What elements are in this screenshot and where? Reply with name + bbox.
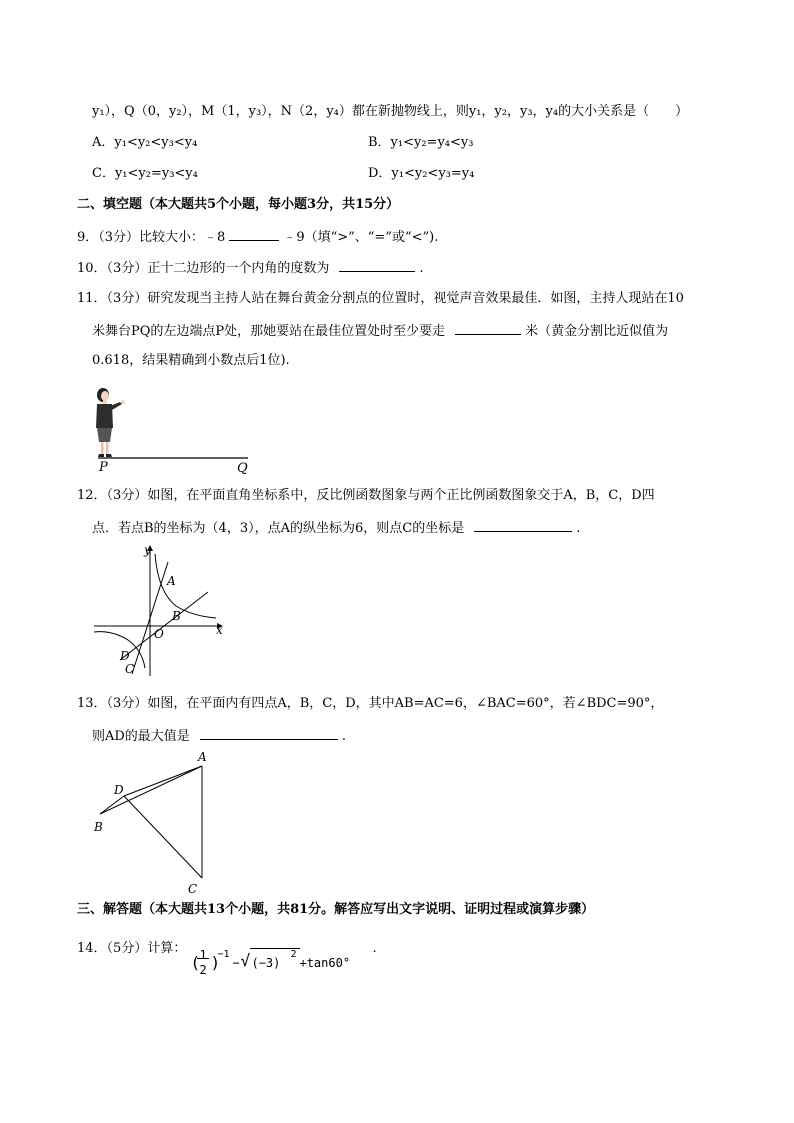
label-c: C — [188, 882, 198, 896]
label-d: D — [114, 783, 124, 797]
q8-stem-tail: y₁），Q（0，y₂），M（1，y₃），N（2，y₄）都在新抛物线上，则y₁，y₂，y₃，y₄的大小关系是（ ） — [92, 104, 689, 119]
q13-geometry-figure — [88, 746, 218, 898]
minus-sign: − — [232, 956, 240, 970]
q13-line-2-suffix: . — [341, 729, 346, 744]
q14: 14．（5分）计算： ( 1 2 ) −1 − √ (−3) 2 +tan60° . — [77, 938, 377, 960]
q9-answer-blank[interactable] — [229, 227, 279, 241]
q13-line-2 — [92, 726, 346, 746]
q11-line-2-suffix: 米（黄金分割比近似值为 — [525, 324, 669, 339]
q13-line-2-prefix: 则AD的最大值是 — [92, 729, 190, 744]
q8-option-d[interactable]: D．y₁<y₂<y₃=y₄ — [368, 166, 475, 181]
q12-line-1: 12．（3分）如图，在平面直角坐标系中，反比例函数图象与两个正比例函数图象交于A，B，C，D四 — [77, 488, 655, 503]
q12-coordinate-figure — [88, 542, 233, 680]
q9-prefix: 9．（3分）比较大小：﹣8 — [77, 230, 226, 245]
label-b: B — [94, 820, 103, 834]
q10-prefix: 10．（3分）正十二边形的一个内角的度数为 — [77, 261, 330, 276]
label-a: A — [167, 574, 176, 588]
label-b: B — [172, 609, 181, 623]
label-o: O — [154, 627, 164, 641]
radicand-exponent: 2 — [290, 949, 297, 960]
q8-option-c[interactable]: C．y₁<y₂=y₃<y₄ — [92, 166, 198, 181]
stage-label-p: P — [99, 460, 108, 475]
q9-suffix: ﹣9（填“>”、“=”或“<”). — [283, 230, 439, 245]
q10-answer-blank[interactable] — [339, 258, 415, 272]
hyperbola-branch-1 — [155, 554, 216, 618]
fraction-denominator: 2 — [199, 963, 207, 977]
q8-option-a[interactable]: A．y₁<y₂<y₃<y₄ — [92, 135, 198, 150]
exponent-minus-one: −1 — [217, 949, 230, 960]
label-y: y — [144, 543, 151, 557]
segment-bd — [100, 796, 124, 814]
section-2-heading: 二、填空题（本大题共5个小题，每小题3分，共15分） — [77, 197, 400, 212]
q8-option-b[interactable]: B．y₁<y₂=y₄<y₃ — [368, 135, 474, 150]
presenter-illustration — [96, 388, 125, 457]
label-x: x — [216, 623, 223, 637]
q11-answer-blank[interactable] — [455, 321, 521, 335]
sqrt-sign: √ — [240, 951, 251, 970]
q14-prefix: 14．（5分）计算： — [77, 941, 187, 956]
q12-line-2 — [92, 518, 580, 538]
q10-suffix: . — [419, 261, 424, 276]
stage-label-q: Q — [237, 461, 248, 476]
label-c: C — [125, 662, 135, 676]
q9 — [77, 227, 438, 247]
q11-line-3: 0.618，结果精确到小数点后1位). — [92, 353, 290, 368]
section-3-heading: 三、解答题（本大题共13个小题，共81分。解答应写出文字说明、证明过程或演算步骤） — [77, 902, 595, 917]
q11-line-1: 11．（3分）研究发现当主持人站在舞台黄金分割点的位置时，视觉声音效果最佳．如图，主持人现站在10 — [77, 291, 684, 306]
fraction-numerator: 1 — [199, 948, 207, 962]
q13-answer-blank[interactable] — [200, 726, 338, 740]
q11-line-2 — [92, 321, 668, 341]
q14-end: . — [372, 941, 377, 956]
segment-da — [124, 766, 202, 796]
segment-dc — [124, 796, 202, 878]
label-a: A — [198, 750, 207, 764]
q12-answer-blank[interactable] — [474, 518, 572, 532]
q12-line-2-suffix: . — [576, 521, 581, 536]
q11-line-2-prefix: 米舞台PQ的左边端点P处，那她要站在最佳位置处时至少要走 — [92, 324, 446, 339]
q13-line-1: 13．（3分）如图，在平面内有四点A，B，C，D，其中AB=AC=6，∠BAC=60°，若∠BDC=90°， — [77, 696, 664, 711]
radicand: (−3) — [251, 956, 281, 970]
tan-term: +tan60° — [299, 956, 351, 970]
q12-line-2-prefix: 点．若点B的坐标为（4，3），点A的纵坐标为6，则点C的坐标是 — [92, 521, 465, 536]
label-d: D — [120, 649, 130, 663]
q11-stage-figure — [88, 382, 258, 476]
q10 — [77, 258, 423, 278]
